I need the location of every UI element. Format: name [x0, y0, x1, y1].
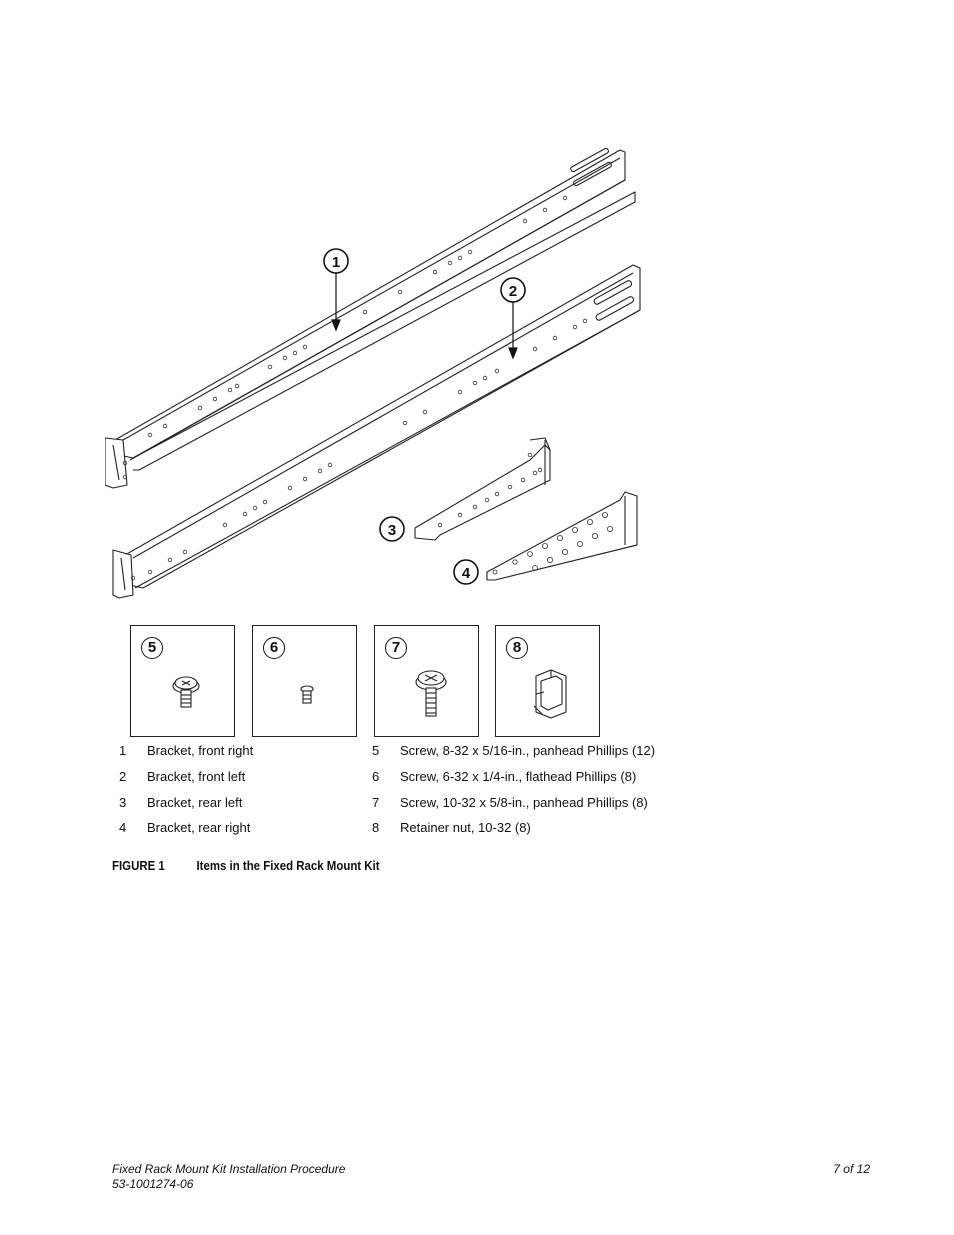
part-box-5 — [130, 625, 235, 737]
legend-text: Bracket, rear right — [147, 820, 251, 835]
footer-doc-info — [112, 1162, 345, 1192]
rack-kit-illustration — [105, 140, 650, 610]
callout-4 — [454, 560, 478, 584]
legend-number: 6 — [372, 769, 380, 784]
footer-page-number: 7 of 12 — [833, 1162, 870, 1176]
callout-5: 5 — [141, 637, 163, 659]
figure-caption — [112, 858, 380, 873]
footer-doc-title: Fixed Rack Mount Kit Installation Procedure — [112, 1162, 346, 1176]
legend-number: 3 — [119, 795, 127, 810]
flathead-screw-icon — [253, 626, 358, 738]
legend-text: Bracket, rear left — [147, 795, 243, 810]
panhead-screw-icon — [131, 626, 236, 738]
callout-3-label: 3 — [387, 522, 397, 539]
legend-number: 2 — [119, 769, 127, 784]
part-box-8 — [495, 625, 600, 737]
legend-text: Bracket, front left — [147, 769, 246, 784]
callout-2-label: 2 — [508, 283, 518, 300]
callout-3 — [380, 517, 404, 541]
figure-title: Items in the Fixed Rack Mount Kit — [196, 858, 380, 873]
callout-7: 7 — [385, 637, 407, 659]
legend-number: 4 — [119, 820, 127, 835]
legend-text: Bracket, front right — [147, 743, 254, 758]
callout-2 — [501, 278, 525, 302]
callout-6: 6 — [263, 637, 285, 659]
parts-legend — [119, 743, 679, 843]
legend-number: 8 — [372, 820, 380, 835]
callout-1 — [324, 249, 348, 273]
part-box-6 — [252, 625, 357, 737]
legend-text: Screw, 6-32 x 1/4-in., flathead Phillips (8) — [400, 769, 637, 784]
callout-1-label: 1 — [331, 254, 341, 271]
part-box-7 — [374, 625, 479, 737]
page-footer — [112, 1162, 870, 1194]
legend-number: 7 — [372, 795, 380, 810]
legend-text: Screw, 8-32 x 5/16-in., panhead Phillips (12) — [400, 743, 656, 758]
callout-8: 8 — [506, 637, 528, 659]
legend-text: Retainer nut, 10-32 (8) — [400, 820, 531, 835]
hardware-parts — [130, 625, 610, 740]
legend-number: 5 — [372, 743, 380, 758]
footer-doc-number: 53-1001274-06 — [112, 1177, 194, 1191]
long-panhead-screw-icon — [375, 626, 480, 738]
legend-number: 1 — [119, 743, 127, 758]
retainer-nut-icon — [496, 626, 601, 738]
figure-label: FIGURE 1 — [112, 858, 165, 873]
callout-4-label: 4 — [461, 565, 471, 582]
legend-text: Screw, 10-32 x 5/8-in., panhead Phillips (8) — [400, 795, 648, 810]
